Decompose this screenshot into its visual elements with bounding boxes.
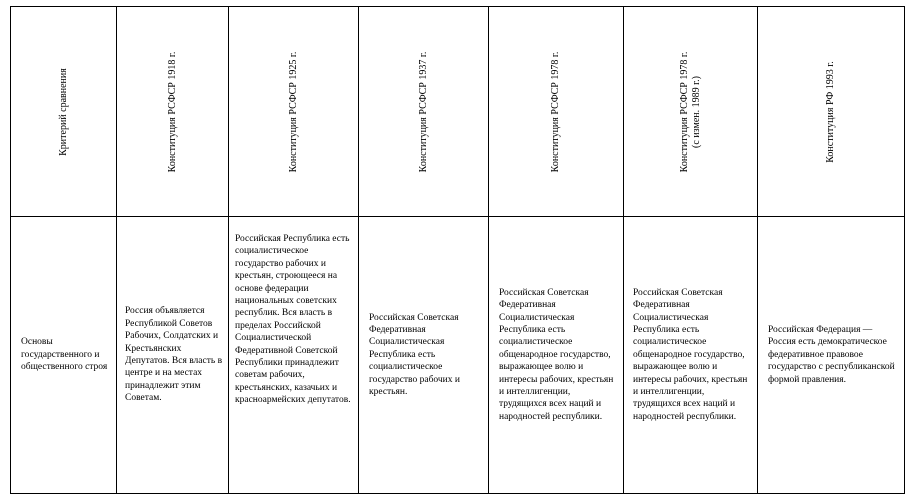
header-cell-1978-amended <box>624 7 758 217</box>
header-1978-amended-sublabel: (с измен. 1989 г.) <box>690 75 702 148</box>
header-1918-label: Конституция РСФСР 1918 г. <box>166 51 178 172</box>
cell-1925 <box>229 217 359 494</box>
text-1978: Российская Советская Федеративная Социалистическая Республика есть социалистическое общенародное государство, выражающее волю и интересы рабочих, крестьян и интеллигенции, трудящихся всех наций и народностей республики. <box>499 287 614 422</box>
text-1918: Россия объявляется Республикой Советов Рабочих, Солдатских и Крестьянских Депутатов. Вся власть в центре и на местах принадлежит этим Советам. <box>125 306 223 404</box>
header-1925-label: Конституция РСФСР 1925 г. <box>287 51 299 172</box>
text-1925: Российская Республика есть социалистическое государство рабочих и крестьян, строющееся на основе федерации национальных советских республик. Вся власть в пределах Российской Социалистической Федеративной Советской Республики принадлежит советам рабочих, крестьянских, казачьих и красноармейских депутатов. <box>235 234 351 406</box>
cell-1918 <box>117 217 229 494</box>
comparison-table <box>10 6 905 494</box>
cell-1937 <box>359 217 489 494</box>
criterion-text: Основы государственного и общественного строя <box>21 337 108 373</box>
header-cell-1925 <box>229 7 359 217</box>
header-1978-label: Конституция РСФСР 1978 г. <box>550 51 561 172</box>
cell-1978 <box>489 217 624 494</box>
table-row <box>11 217 905 494</box>
header-cell-criterion <box>11 7 117 217</box>
criterion-cell <box>11 217 117 494</box>
header-criterion-label: Критерий сравнения <box>57 67 69 156</box>
header-1993-label: Конституция РФ 1993 г. <box>825 60 836 163</box>
header-1978-amended-label: Конституция РСФСР 1978 г. <box>678 51 690 172</box>
header-1937-label: Конституция РСФСР 1937 г. <box>417 51 429 172</box>
header-cell-1978 <box>489 7 624 217</box>
header-row <box>11 7 905 217</box>
text-1978-amended: Российская Советская Федеративная Социалистическая Республика есть социалистическое общенародное государство, выражающее волю и интересы рабочих, крестьян и интеллигенции, трудящихся всех наций и народностей республики. <box>633 287 748 422</box>
cell-1993 <box>758 217 905 494</box>
text-1937: Российская Советская Федеративная Социалистическая Республика есть социалистическое государство рабочих и крестьян. <box>369 312 460 398</box>
cell-1978-amended <box>624 217 758 494</box>
header-cell-1937 <box>359 7 489 217</box>
text-1993: Российская Федерация — Россия есть демократическое федеративное правовое государство с республиканской формой правления. <box>768 324 895 385</box>
header-cell-1993 <box>758 7 905 217</box>
header-cell-1918 <box>117 7 229 217</box>
